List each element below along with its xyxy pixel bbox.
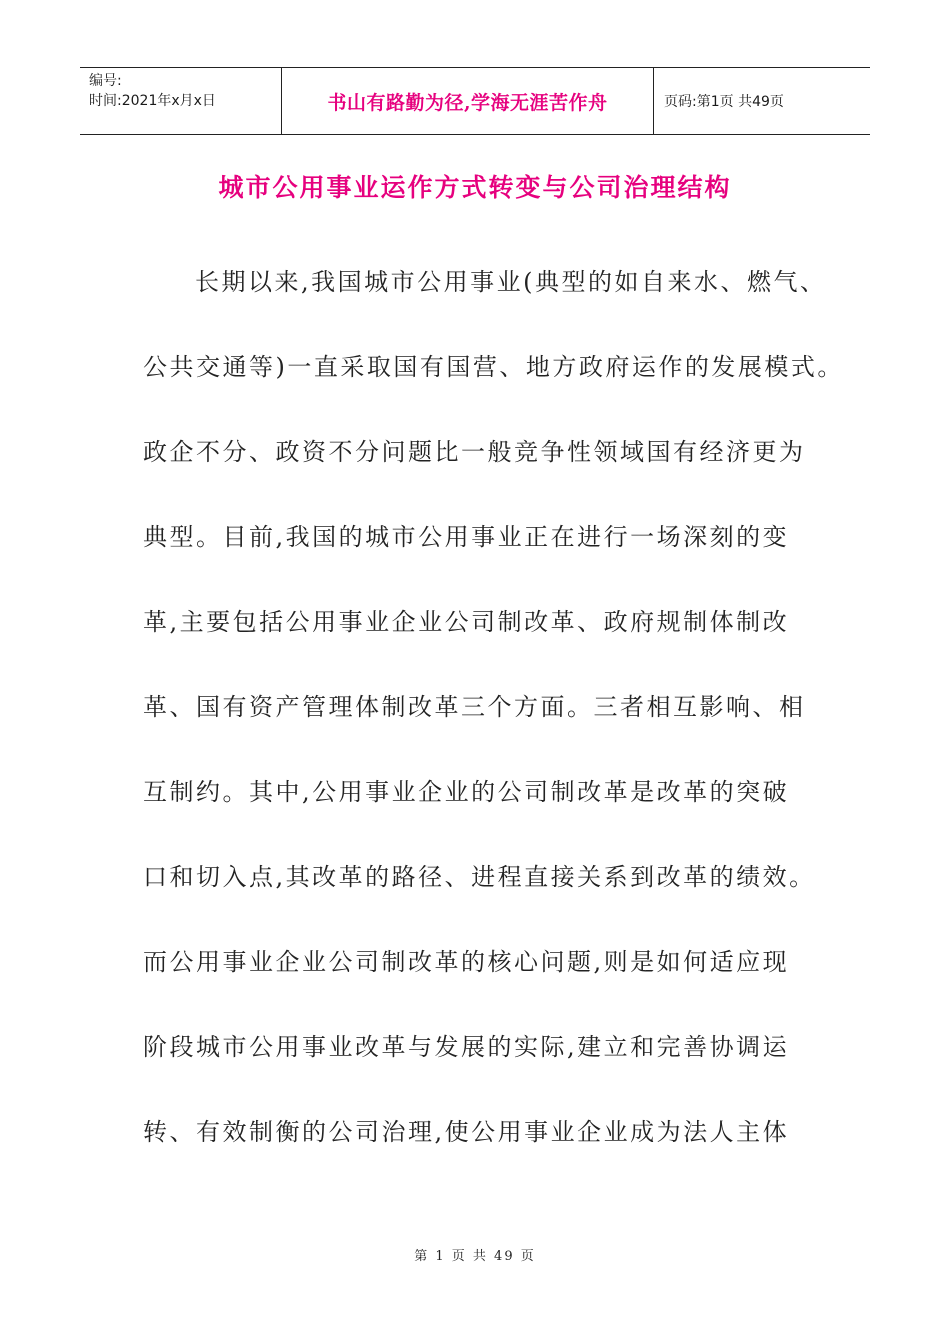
body-line: 政企不分、政资不分问题比一般竞争性领域国有经济更为 <box>143 438 806 466</box>
document-title: 城市公用事业运作方式转变与公司治理结构 <box>218 173 732 202</box>
body-line: 转、有效制衡的公司治理,使公用事业企业成为法人主体 <box>143 1118 790 1146</box>
header-motto-cell <box>282 68 654 134</box>
body-line: 互制约。其中,公用事业企业的公司制改革是改革的突破 <box>143 778 790 806</box>
document-body <box>143 258 844 1193</box>
body-line: 典型。目前,我国的城市公用事业正在进行一场深刻的变 <box>143 523 790 551</box>
body-line: 阶段城市公用事业改革与发展的实际,建立和完善协调运 <box>143 1033 790 1061</box>
page-footer: 第 1 页 共 49 页 <box>414 1249 536 1264</box>
document-header <box>80 67 870 135</box>
header-meta-cell <box>80 68 282 134</box>
header-page-cell <box>654 68 870 134</box>
body-line: 革,主要包括公用事业企业公司制改革、政府规制体制改 <box>143 608 790 636</box>
document-time-label: 时间:2021年x月x日 <box>89 93 216 109</box>
body-line: 口和切入点,其改革的路径、进程直接关系到改革的绩效。 <box>143 863 816 891</box>
header-motto: 书山有路勤为径,学海无涯苦作舟 <box>327 91 608 114</box>
document-number-label: 编号: <box>89 73 122 89</box>
body-line: 长期以来,我国城市公用事业(典型的如自来水、燃气、 <box>195 268 827 296</box>
body-line: 而公用事业企业公司制改革的核心问题,则是如何适应现 <box>143 948 790 976</box>
header-page-info: 页码:第1页 共49页 <box>664 94 784 110</box>
body-line: 革、国有资产管理体制改革三个方面。三者相互影响、相 <box>143 693 806 721</box>
body-line: 公共交通等)一直采取国有国营、地方政府运作的发展模式。 <box>143 353 844 381</box>
